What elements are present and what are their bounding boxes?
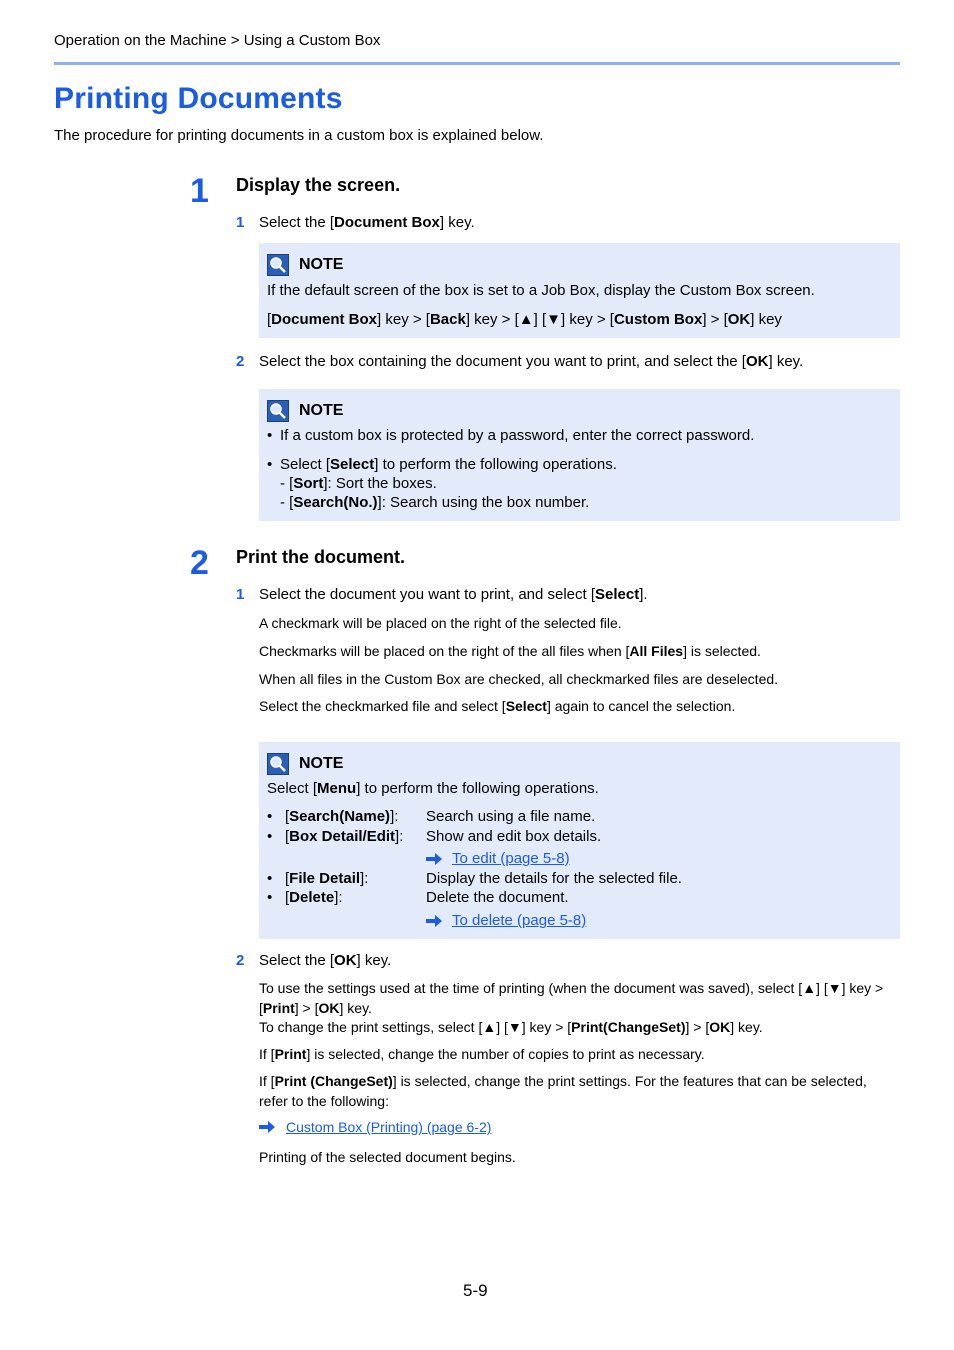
step-2-sub-1-p4: Select the checkmarked file and select [Select] again to cancel the selection.	[259, 698, 736, 714]
step-1-sub-1-number: 1	[236, 214, 245, 231]
step-1-number: 1	[190, 172, 209, 210]
step-1-sub-1-text: Select the [Document Box] key.	[259, 214, 475, 231]
step-2-sub-2-p1-cont: [Print] > [OK] key.	[259, 1000, 372, 1016]
note-2-bullet-1: •	[267, 427, 273, 444]
note-3-item-key: [Box Detail/Edit]:	[285, 828, 404, 845]
step-2-number: 2	[190, 544, 209, 582]
note-1-line-1: If the default screen of the box is set to a Job Box, display the Custom Box screen.	[267, 282, 815, 299]
breadcrumb: Operation on the Machine > Using a Custom Box	[54, 32, 381, 49]
step-2-sub-2-p3: If [Print] is selected, change the number of copies to print as necessary.	[259, 1046, 705, 1062]
link-to-delete-text[interactable]: To delete (page 5-8)	[452, 912, 587, 929]
step-2-sub-2-p1: To use the settings used at the time of printing (when the document was saved), select [▲] [▼] key >	[259, 980, 884, 996]
note-2-bullet-2: •	[267, 456, 273, 473]
step-1-sub-2-text: Select the box containing the document you want to print, and select the [OK] key.	[259, 353, 804, 370]
note-3-item-key: [Search(Name)]:	[285, 808, 399, 825]
arrow-right-icon	[426, 915, 442, 927]
note-1-key-path: [Document Box] key > [Back] key > [▲] [▼] key > [Custom Box] > [OK] key	[267, 311, 782, 328]
note-2-sort: - [Sort]: Sort the boxes.	[280, 475, 437, 492]
note-3-bullet: •	[267, 870, 273, 887]
note-2-search: - [Search(No.)]: Search using the box number.	[280, 494, 590, 511]
arrow-right-icon	[259, 1121, 275, 1133]
step-2-title: Print the document.	[236, 547, 406, 567]
note-2-item-1: If a custom box is protected by a password, enter the correct password.	[280, 427, 755, 444]
note-1-label: NOTE	[299, 256, 344, 273]
note-3-item-desc: Search using a file name.	[426, 808, 596, 825]
step-2-sub-2-p4: If [Print (ChangeSet)] is selected, change the print settings. For the features that can be selected,	[259, 1073, 867, 1089]
step-1-sub-2-number: 2	[236, 353, 245, 370]
note-box-2	[259, 389, 900, 521]
note-magnifier-icon	[267, 254, 289, 276]
note-3-item-desc: Show and edit box details.	[426, 828, 602, 845]
step-2-sub-2-p4-cont: refer to the following:	[259, 1093, 389, 1109]
link-to-delete[interactable]	[426, 912, 586, 929]
step-2-sub-2-text: Select the [OK] key.	[259, 952, 392, 969]
note-3-bullet: •	[267, 828, 273, 845]
note-magnifier-icon	[267, 400, 289, 422]
header-divider	[54, 62, 900, 65]
arrow-right-icon	[426, 853, 442, 865]
note-3-item-key: [File Detail]:	[285, 870, 369, 887]
link-custom-box-printing-text[interactable]: Custom Box (Printing) (page 6-2)	[286, 1119, 492, 1135]
step-1-title: Display the screen.	[236, 175, 401, 195]
step-2-sub-1-p2: Checkmarks will be placed on the right of the all files when [All Files] is selected.	[259, 643, 761, 659]
step-2-sub-1-number: 1	[236, 586, 245, 603]
step-2-sub-1-text: Select the document you want to print, and select [Select].	[259, 586, 648, 603]
note-3-item-desc: Display the details for the selected file.	[426, 870, 682, 887]
note-2-item-2: Select [Select] to perform the following operations.	[280, 456, 617, 473]
note-box-3	[259, 742, 900, 939]
page-title: Printing Documents	[54, 82, 343, 115]
note-3-intro: Select [Menu] to perform the following operations.	[267, 780, 599, 797]
step-2-sub-2-final: Printing of the selected document begins.	[259, 1149, 516, 1165]
note-3-bullet: •	[267, 808, 273, 825]
step-2-sub-1-p3: When all files in the Custom Box are checked, all checkmarked files are deselected.	[259, 671, 779, 687]
note-3-bullet: •	[267, 889, 273, 906]
note-2-label: NOTE	[299, 402, 344, 419]
step-2-sub-1-p1: A checkmark will be placed on the right of the selected file.	[259, 615, 622, 631]
step-2-sub-2-number: 2	[236, 952, 245, 969]
step-2-sub-2-p2: To change the print settings, select [▲] [▼] key > [Print(ChangeSet)] > [OK] key.	[259, 1019, 763, 1035]
page-number: 5-9	[463, 1281, 488, 1300]
note-3-item-key: [Delete]:	[285, 889, 343, 906]
note-3-item-desc: Delete the document.	[426, 889, 569, 906]
link-custom-box-printing[interactable]	[259, 1119, 491, 1135]
note-box-1	[259, 243, 900, 338]
link-to-edit-text[interactable]: To edit (page 5-8)	[452, 850, 570, 867]
page-intro: The procedure for printing documents in a custom box is explained below.	[54, 127, 544, 144]
note-3-label: NOTE	[299, 755, 344, 772]
note-magnifier-icon	[267, 753, 289, 775]
link-to-edit[interactable]	[426, 850, 570, 867]
